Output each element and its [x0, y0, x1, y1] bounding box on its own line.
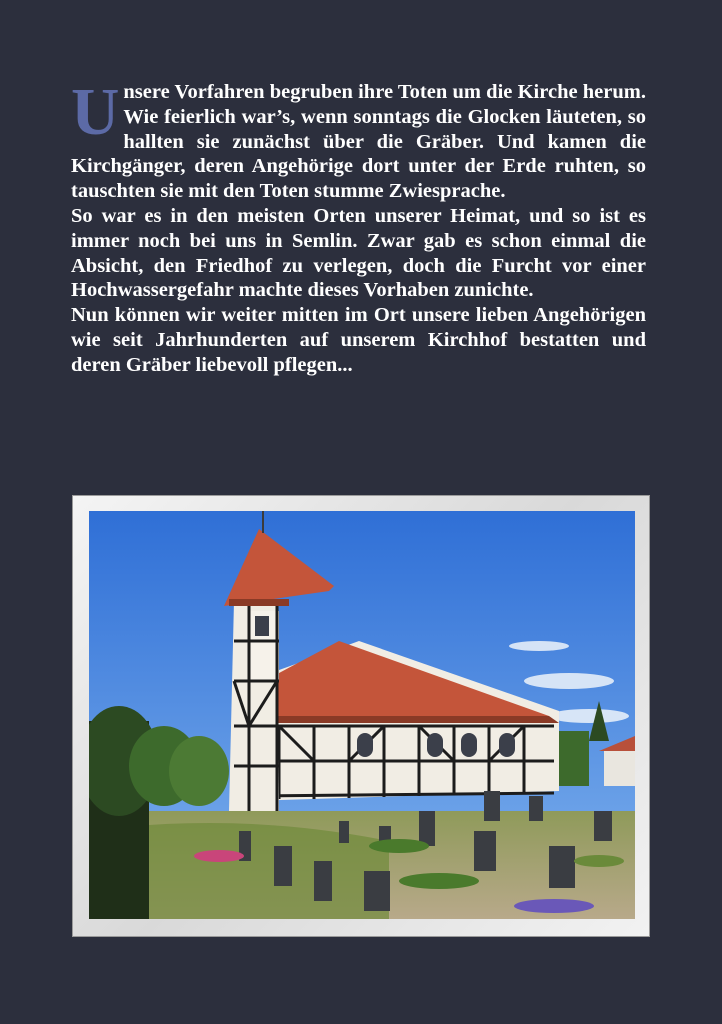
paragraph-1: [71, 75, 646, 204]
paragraph-2: So war es in den meisten Orten unserer Heimat, und so ist es immer noch bei uns in Semlin. Zwar gab es schon einmal die Absicht, den Friedhof zu verlegen, doch die Furcht vor einer Hochwassergefahr machte dieses Vorhaben zunichte.: [71, 204, 646, 302]
paragraph-1-text: nsere Vorfahren begruben ihre Toten um die Kirche herum. Wie feierlich war’s, wenn sonntags die Glocken läuteten, so hallten sie zunächst über die Gräber. Und kamen die Kirchgänger, deren Angehörige dort unter der Erde ruhten, so tauschten sie mit den Toten stumme Zwiesprache.: [71, 81, 646, 203]
church-illustration: [89, 511, 635, 919]
paragraph-3: Nun können wir weiter mitten im Ort unsere lieben Angehörigen wie seit Jahrhunderten auf unserem Kirchhof bestatten und deren Gräber liebevoll pflegen...: [71, 304, 646, 376]
photo-frame: [73, 496, 649, 936]
church-photo: [89, 511, 635, 919]
drop-cap: U: [71, 75, 120, 149]
article-text: [71, 75, 646, 378]
